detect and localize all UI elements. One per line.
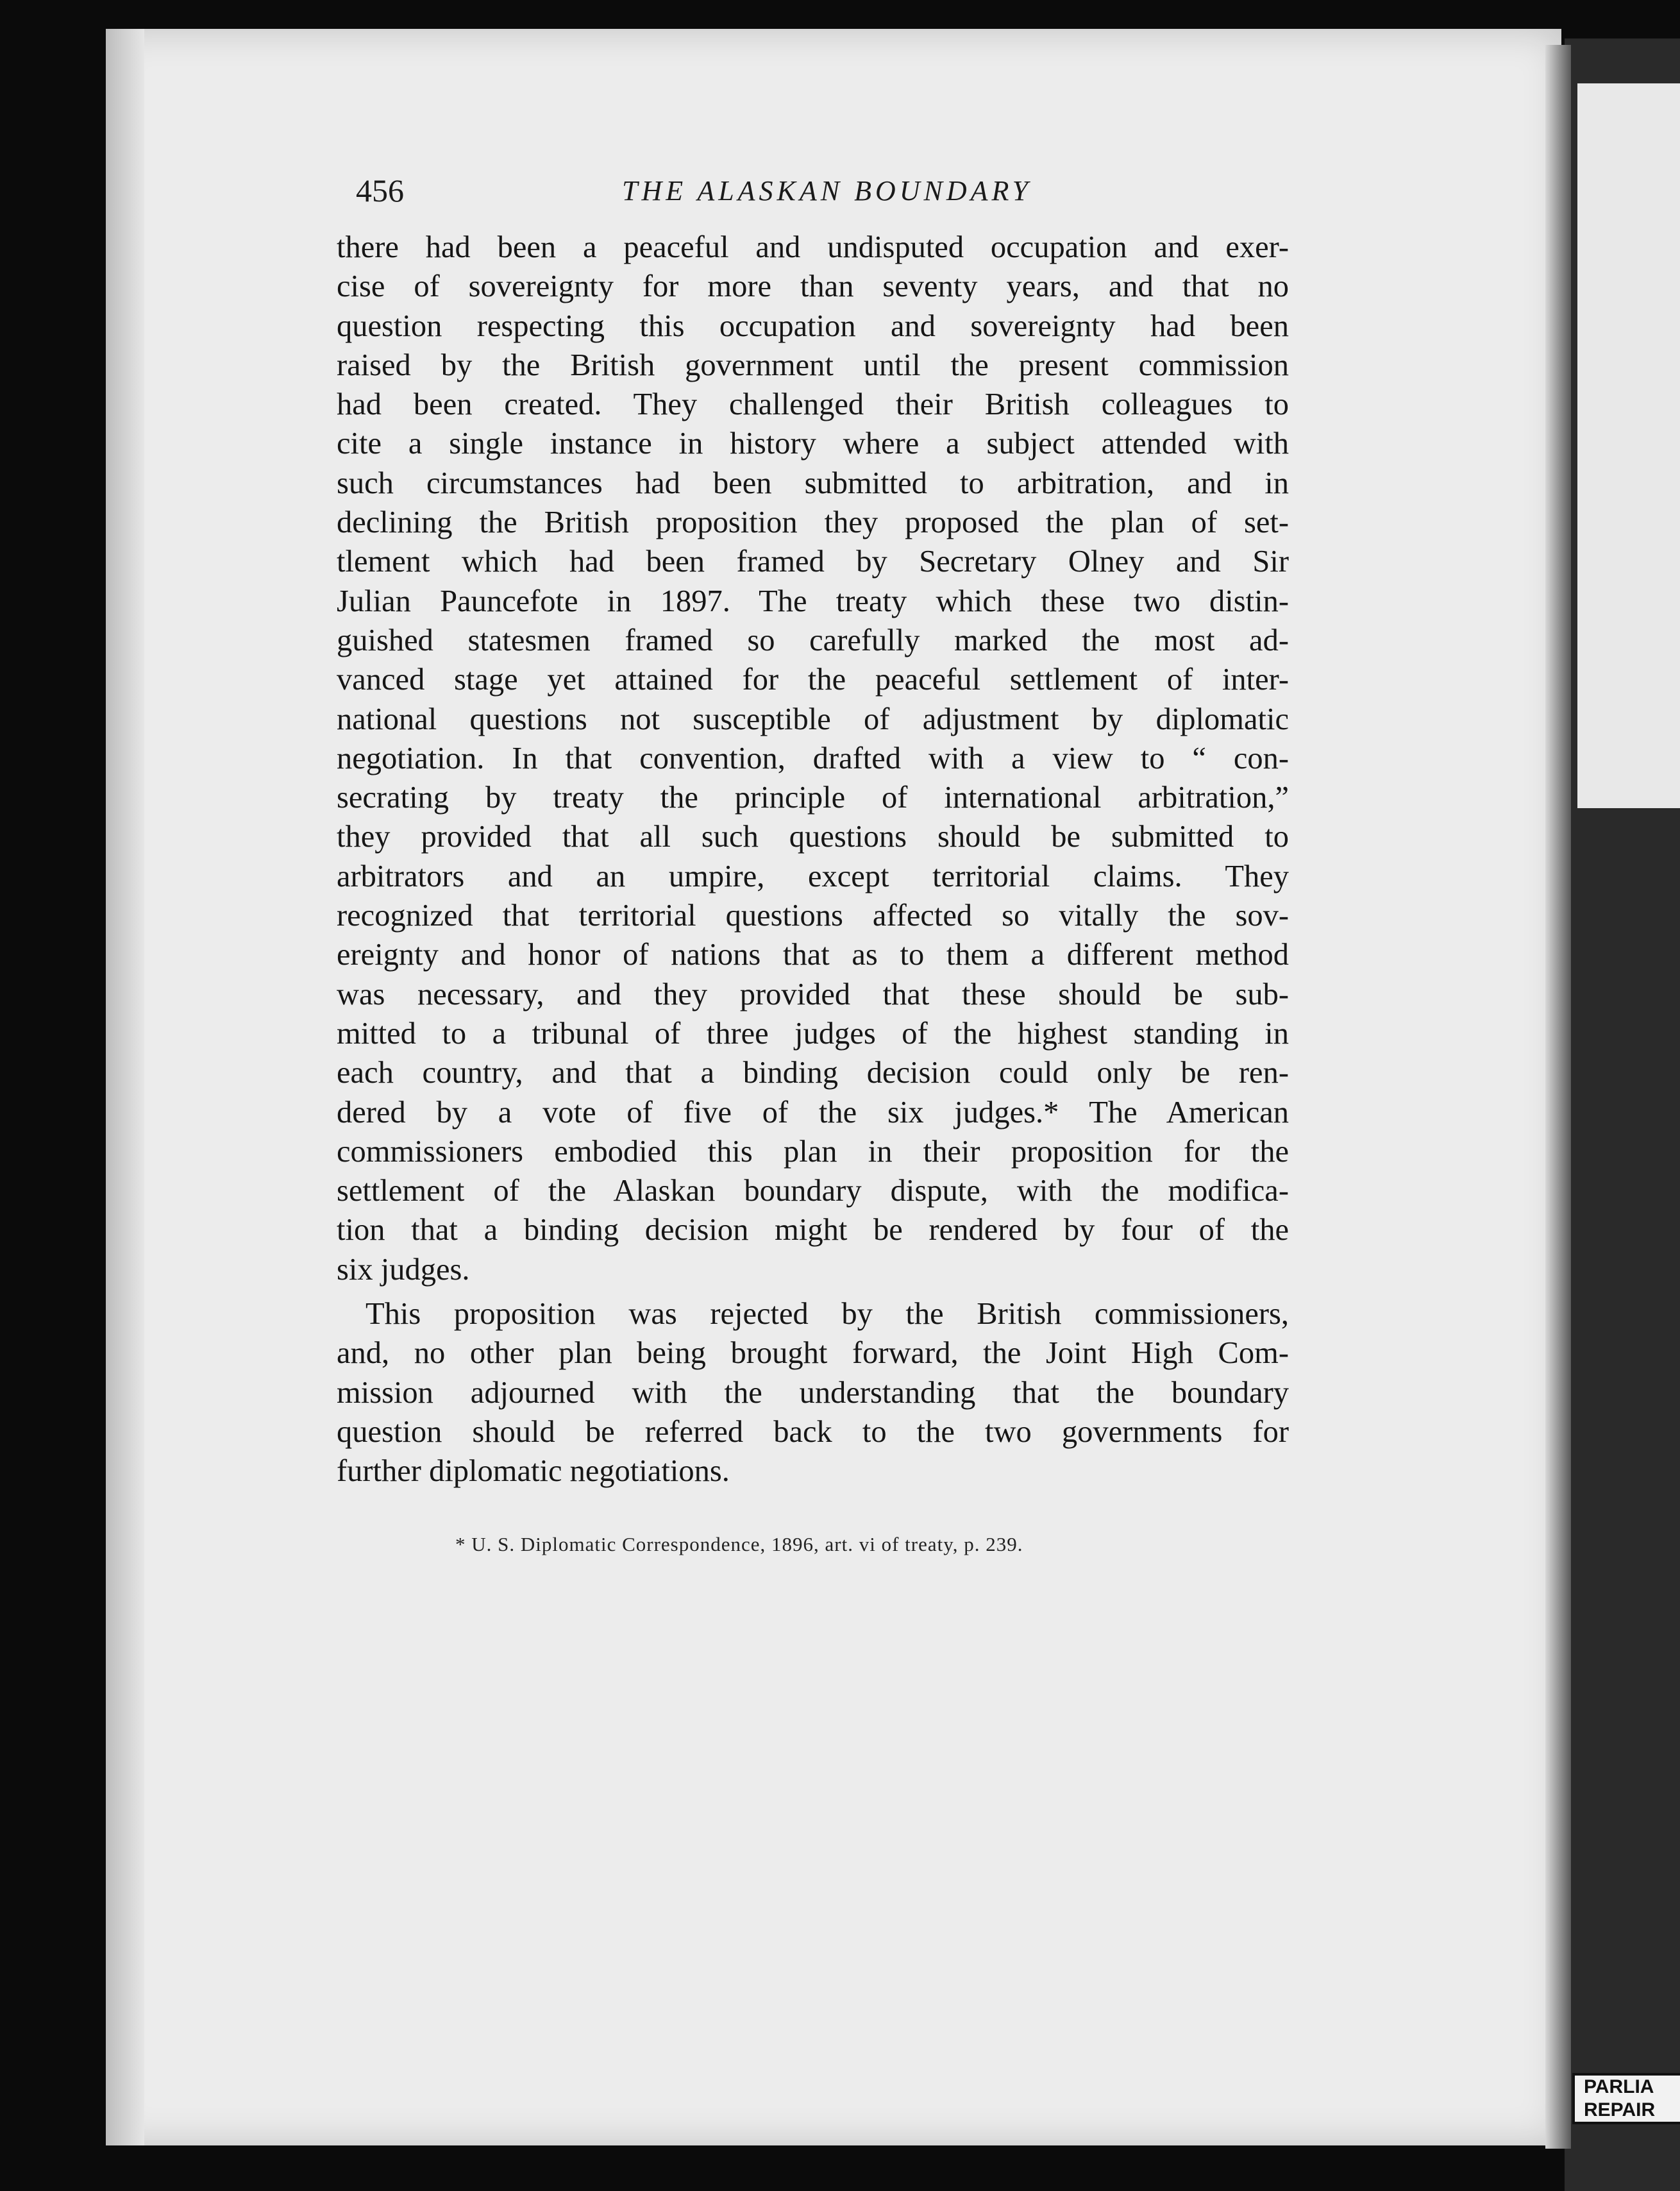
text-line: six judges. [337,1252,470,1287]
text-line: there had been a peaceful and undisputed occupation and exer- [337,230,1289,264]
text-line: settlement of the Alaskan boundary dispute, with the modifica- [337,1174,1289,1208]
text-line: cite a single instance in history where a subject attended with [337,427,1289,461]
text-line: question respecting this occupation and sovereignty had been [337,309,1289,343]
paragraph-2 [337,1294,1289,1491]
library-stamp [1572,2073,1680,2124]
text-line: raised by the British government until the present commission [337,348,1289,382]
text-line: further diplomatic negotiations. [337,1454,730,1489]
page-gutter-shadow [106,29,144,2145]
text-line: tion that a binding decision might be rendered by four of the [337,1213,1289,1248]
paragraph-1 [337,228,1289,1289]
text-line: declining the British proposition they proposed the plan of set- [337,505,1289,540]
text-line: was necessary, and they provided that these should be sub- [337,977,1289,1011]
text-line: This proposition was rejected by the British commissioners, [365,1297,1289,1332]
body-text [337,228,1289,1491]
text-line: guished statesmen framed so carefully marked the most ad- [337,623,1289,657]
text-line: commissioners embodied this plan in their proposition for the [337,1134,1289,1169]
running-header [356,172,1318,217]
page-binding-edge [1545,45,1571,2149]
text-line: ereignty and honor of nations that as to them a different method [337,938,1289,972]
text-line: Julian Pauncefote in 1897. The treaty which these two distin- [337,584,1289,618]
text-line: dered by a vote of five of the six judges.* The American [337,1095,1289,1129]
text-line: question should be referred back to the two governments for [337,1414,1289,1449]
text-line: such circumstances had been submitted to arbitration, and in [337,466,1289,500]
text-line: cise of sovereignty for more than seventy years, and that no [337,269,1289,304]
text-line: and, no other plan being brought forward, the Joint High Com- [337,1336,1289,1371]
text-line: recognized that territorial questions affected so vitally the sov- [337,899,1289,933]
text-line: arbitrators and an umpire, except territorial claims. They [337,859,1289,893]
stamp-line-2: REPAIR [1584,2099,1656,2120]
page-number: 456 [356,173,404,208]
text-line: mitted to a tribunal of three judges of the highest standing in [337,1016,1289,1051]
text-line: mission adjourned with the understanding that the boundary [337,1375,1289,1410]
running-title: THE ALASKAN BOUNDARY [622,175,1032,207]
stamp-line-1: PARLIA [1584,2076,1654,2097]
text-line: tlement which had been framed by Secretary Olney and Sir [337,545,1289,579]
text-line: each country, and that a binding decision could only be ren- [337,1056,1289,1090]
text-line: negotiation. In that convention, drafted with a view to “ con- [337,741,1289,775]
text-line: secrating by treaty the principle of international arbitration,” [337,781,1289,815]
text-line: national questions not susceptible of adjustment by diplomatic [337,702,1289,736]
text-line: had been created. They challenged their British colleagues to [337,387,1289,422]
text-line: they provided that all such questions should be submitted to [337,820,1289,854]
facing-page-light [1577,83,1680,808]
text-line: vanced stage yet attained for the peaceful settlement of inter- [337,663,1289,697]
footnote: * U. S. Diplomatic Correspondence, 1896, art. vi of treaty, p. 239. [455,1533,1023,1555]
